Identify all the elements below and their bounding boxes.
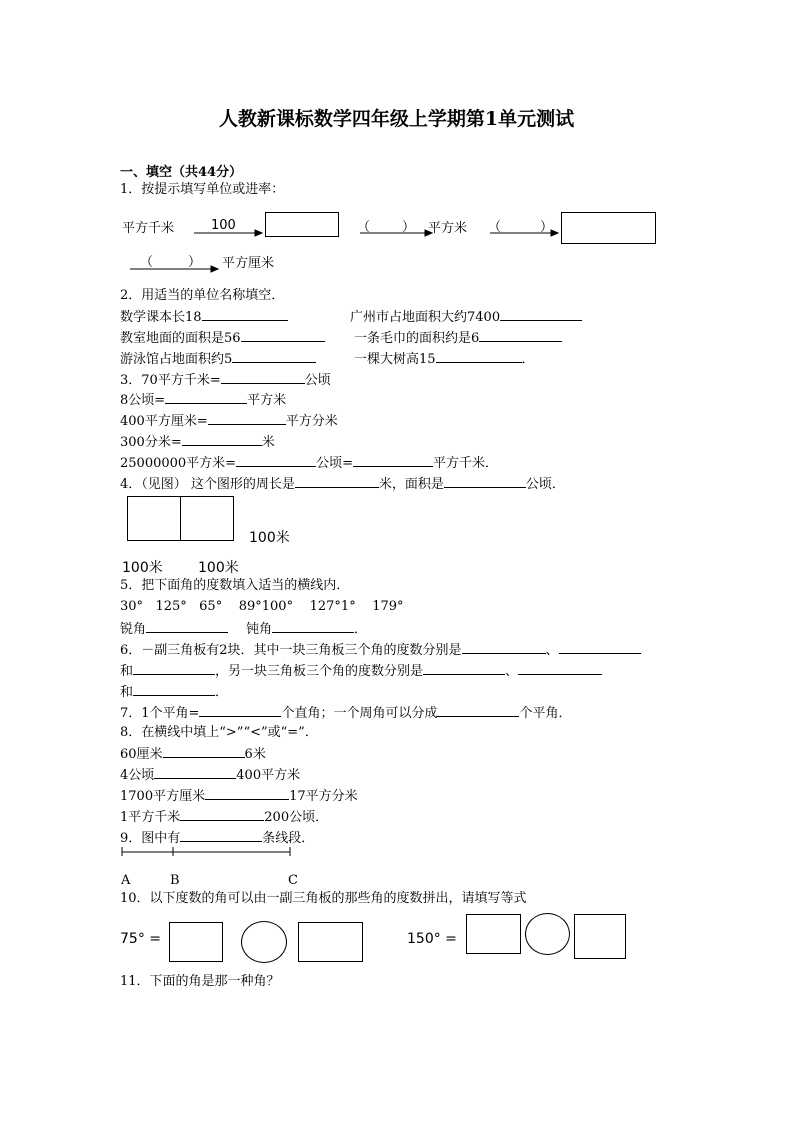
q1-paren-left-1: （ <box>357 220 371 235</box>
q8-text: 8．在横线中填上“>”“<”或“=”． <box>120 725 318 740</box>
q2-item-a: 数学课本长18 <box>120 308 288 326</box>
q2-item-e: 游泳馆占地面积约5 <box>120 350 316 368</box>
q11-text: 11．下面的角是那一种角？ <box>120 974 280 989</box>
q3-line-e: 25000000平方米= 公顷= 平方千米． <box>120 456 498 471</box>
q2-item-c: 教室地面的面积是56 <box>120 329 325 347</box>
q2-item-d: 一条毛巾的面积约是6 <box>354 329 562 347</box>
q4-label-bottom-2: 100米 <box>198 560 239 576</box>
q2-item-b: 广州市占地面积大约7400 <box>350 308 582 326</box>
q5-acute: 锐角 <box>120 620 228 638</box>
q10-box-4[interactable] <box>574 914 626 959</box>
q9-text: 9．图中有 条线段． <box>120 831 315 846</box>
q6-line-3: 和 ． <box>120 685 229 700</box>
page-title: 人教新课标数学四年级上学期第1单元测试 <box>218 108 575 130</box>
q10-box-1[interactable] <box>169 922 223 962</box>
q10-label-150: 150° = <box>407 931 457 947</box>
q7-text: 7．1个平角= 个直角；一个周角可以分成 个平角． <box>120 706 572 721</box>
q1-paren-right-3: ） <box>188 255 202 270</box>
q3-line-d: 300分米= 米 <box>120 435 275 450</box>
q3-line-c: 400平方厘米= 平方分米 <box>120 414 338 429</box>
q9-point-b: B <box>170 873 180 888</box>
q10-circle-1[interactable] <box>241 921 287 963</box>
q8-item-d: 1平方千米 200公顷． <box>120 810 329 825</box>
q8-item-b: 4公顷 400平方米 <box>120 768 301 783</box>
q5-obtuse: 钝角 ． <box>246 622 368 637</box>
q3-line-b: 8公顷= 平方米 <box>120 393 287 408</box>
q3-line-a: 3．70平方千米= 公顷 <box>120 373 331 388</box>
q10-label-75: 75° = <box>120 931 161 947</box>
section-heading: 一、填空（共44分） <box>120 165 243 180</box>
q10-box-3[interactable] <box>466 914 521 954</box>
q9-point-c: C <box>288 873 298 888</box>
q1-label-100: 100 <box>211 218 236 233</box>
q6-line-1: 6．－副三角板有2块．其中一块三角板三个角的度数分别是 、 <box>120 641 641 659</box>
q8-item-c: 1700平方厘米 17平方分米 <box>120 789 358 804</box>
q4-text: 4．（见图） 这个图形的周长是 米，面积是 公顷． <box>120 477 565 492</box>
q2-item-f: 一棵大树高15 ． <box>354 352 535 367</box>
q10-text: 10．以下度数的角可以由一副三角板的那些角的度数拼出，请填写等式 <box>120 891 527 906</box>
q8-item-a: 60厘米 6米 <box>120 747 266 762</box>
q6-line-2: 和 ，另一块三角板三个角的度数分别是 、 <box>120 662 602 680</box>
q1-paren-right-1: ） <box>402 220 416 235</box>
q10-box-2[interactable] <box>298 922 363 962</box>
q1-paren-left-3: （ <box>140 255 154 270</box>
q2-text: 2．用适当的单位名称填空． <box>120 288 285 303</box>
q9-point-a: A <box>121 873 131 888</box>
q10-circle-2[interactable] <box>525 913 570 955</box>
q4-label-right: 100米 <box>249 530 290 546</box>
q1-label-m2: 平方米 <box>428 221 468 236</box>
q5-angles: 30° 125° 65° 89°100° 127°1° 179° <box>120 599 404 614</box>
q4-label-bottom-1: 100米 <box>122 560 163 576</box>
q1-label-cm2: 平方厘米 <box>222 256 275 271</box>
q1-label-km2: 平方千米 <box>122 221 175 236</box>
q1-paren-right-2: ） <box>540 220 554 235</box>
q1-paren-left-2: （ <box>488 220 502 235</box>
q5-text: 5．把下面角的度数填入适当的横线内． <box>120 578 350 593</box>
q1-text: 1．按提示填写单位或进率： <box>120 182 285 197</box>
